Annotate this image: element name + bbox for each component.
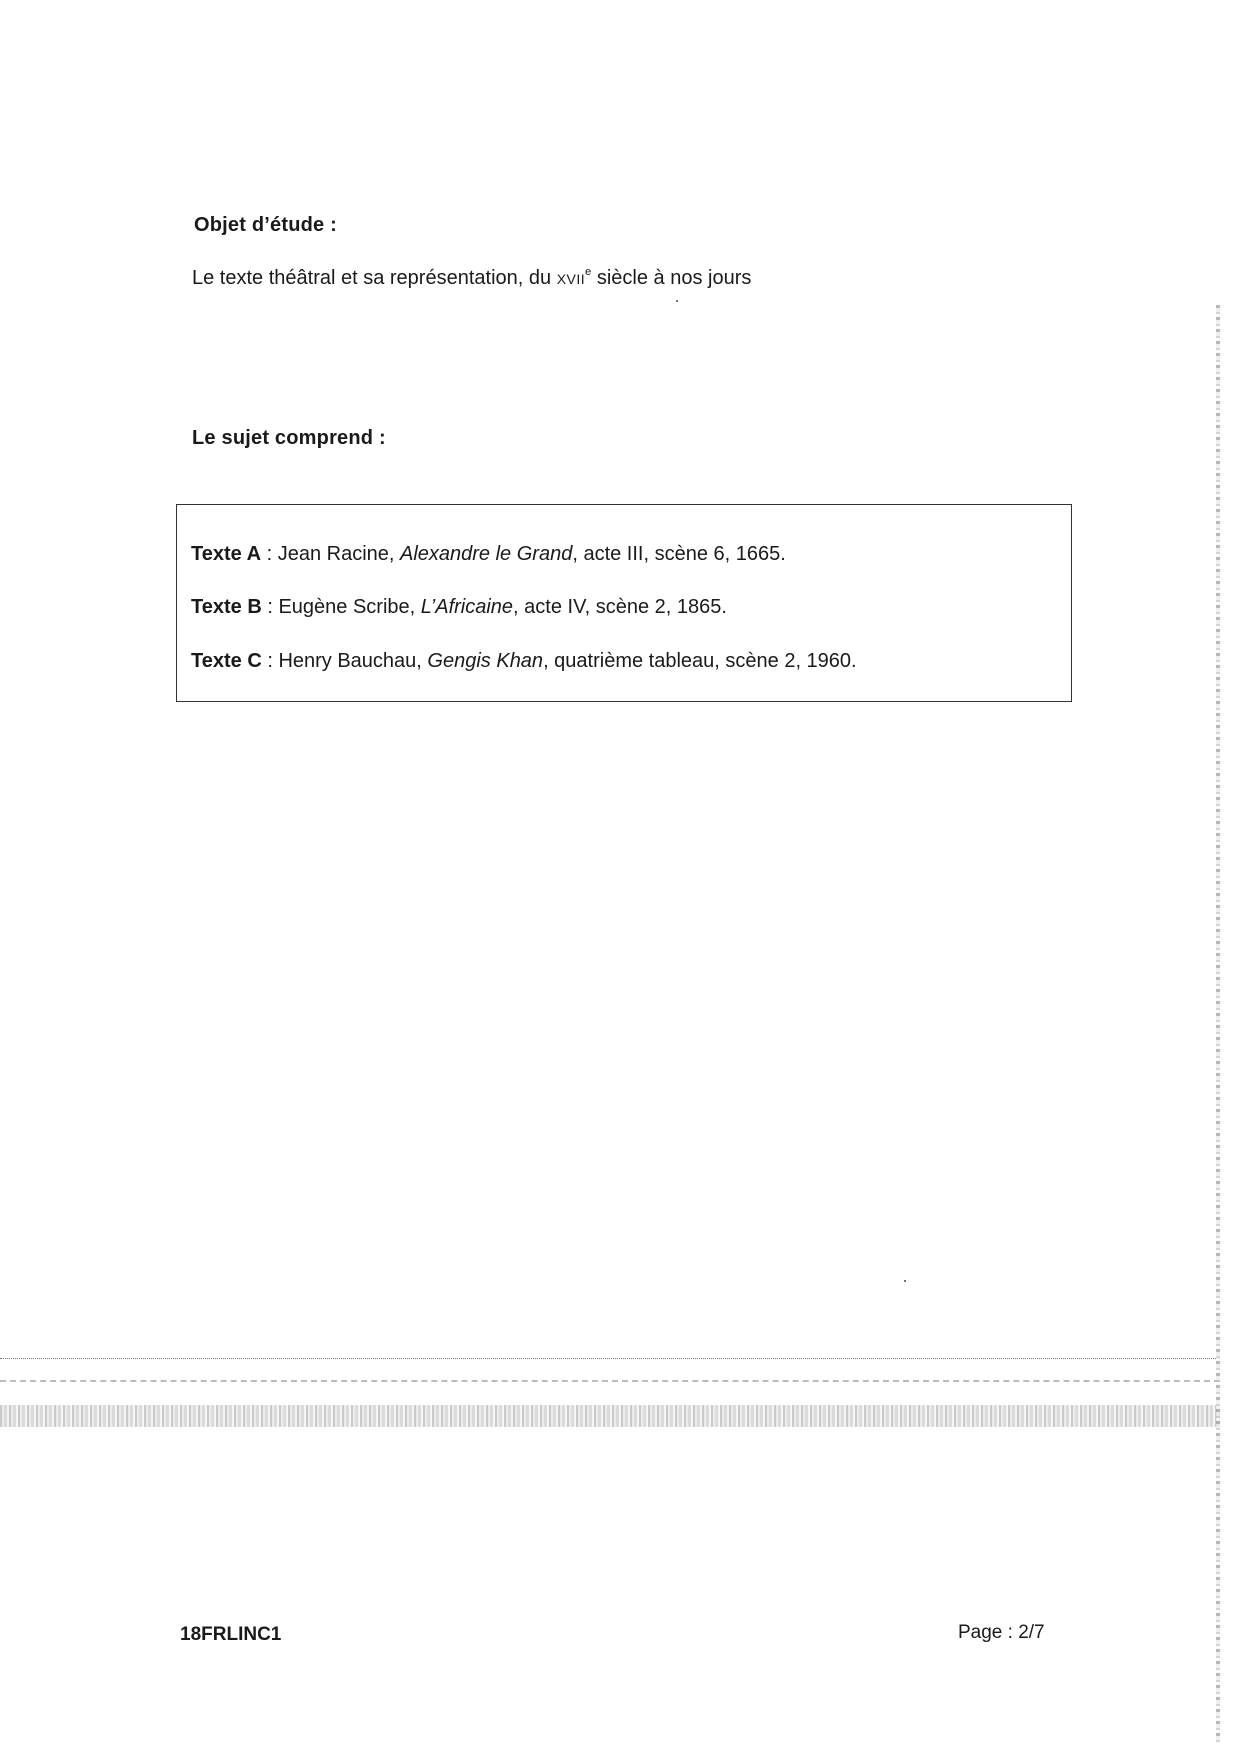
document-label: Texte A: [191, 543, 262, 565]
document-item-c: [191, 650, 857, 673]
document-sep: :: [261, 543, 278, 565]
document-title: Alexandre le Grand: [400, 543, 573, 565]
document-item-b: [191, 596, 727, 619]
page-number: Page : 2/7: [958, 1622, 1045, 1643]
document-label: Texte B: [191, 596, 262, 618]
document-details: , acte IV, scène 2, 1865.: [513, 596, 727, 618]
objet-text-after: siècle à nos jours: [591, 267, 752, 289]
document-details: , acte III, scène 6, 1665.: [572, 543, 786, 565]
documents-box: [176, 504, 1072, 702]
document-author: Eugène Scribe,: [278, 596, 421, 618]
scan-artifact-band: [0, 1405, 1220, 1427]
document-sep: :: [261, 596, 279, 618]
document-author: Henry Bauchau,: [278, 650, 428, 672]
objet-century: XVII: [556, 271, 586, 287]
objet-century-sup: e: [585, 266, 592, 278]
scan-artifact-line: [0, 1358, 1220, 1360]
document-code: 18FRLINC1: [180, 1624, 282, 1645]
document-author: Jean Racine,: [277, 543, 400, 565]
scan-speck: [904, 1280, 906, 1282]
objet-description: [192, 266, 751, 290]
scan-artifact-edge: [1216, 305, 1220, 1745]
scan-artifact-line: [0, 1380, 1220, 1383]
document-sep: :: [261, 650, 279, 672]
sujet-heading: Le sujet comprend :: [192, 427, 386, 449]
objet-heading: Objet d’étude :: [194, 214, 337, 236]
document-label: Texte C: [191, 650, 262, 672]
document-item-a: [191, 543, 786, 566]
document-details: , quatrième tableau, scène 2, 1960.: [543, 650, 857, 672]
scan-speck: [676, 300, 678, 302]
objet-text-before: Le texte théâtral et sa représentation, du: [192, 267, 557, 289]
document-title: L’Africaine: [420, 596, 514, 618]
document-title: Gengis Khan: [427, 650, 544, 672]
